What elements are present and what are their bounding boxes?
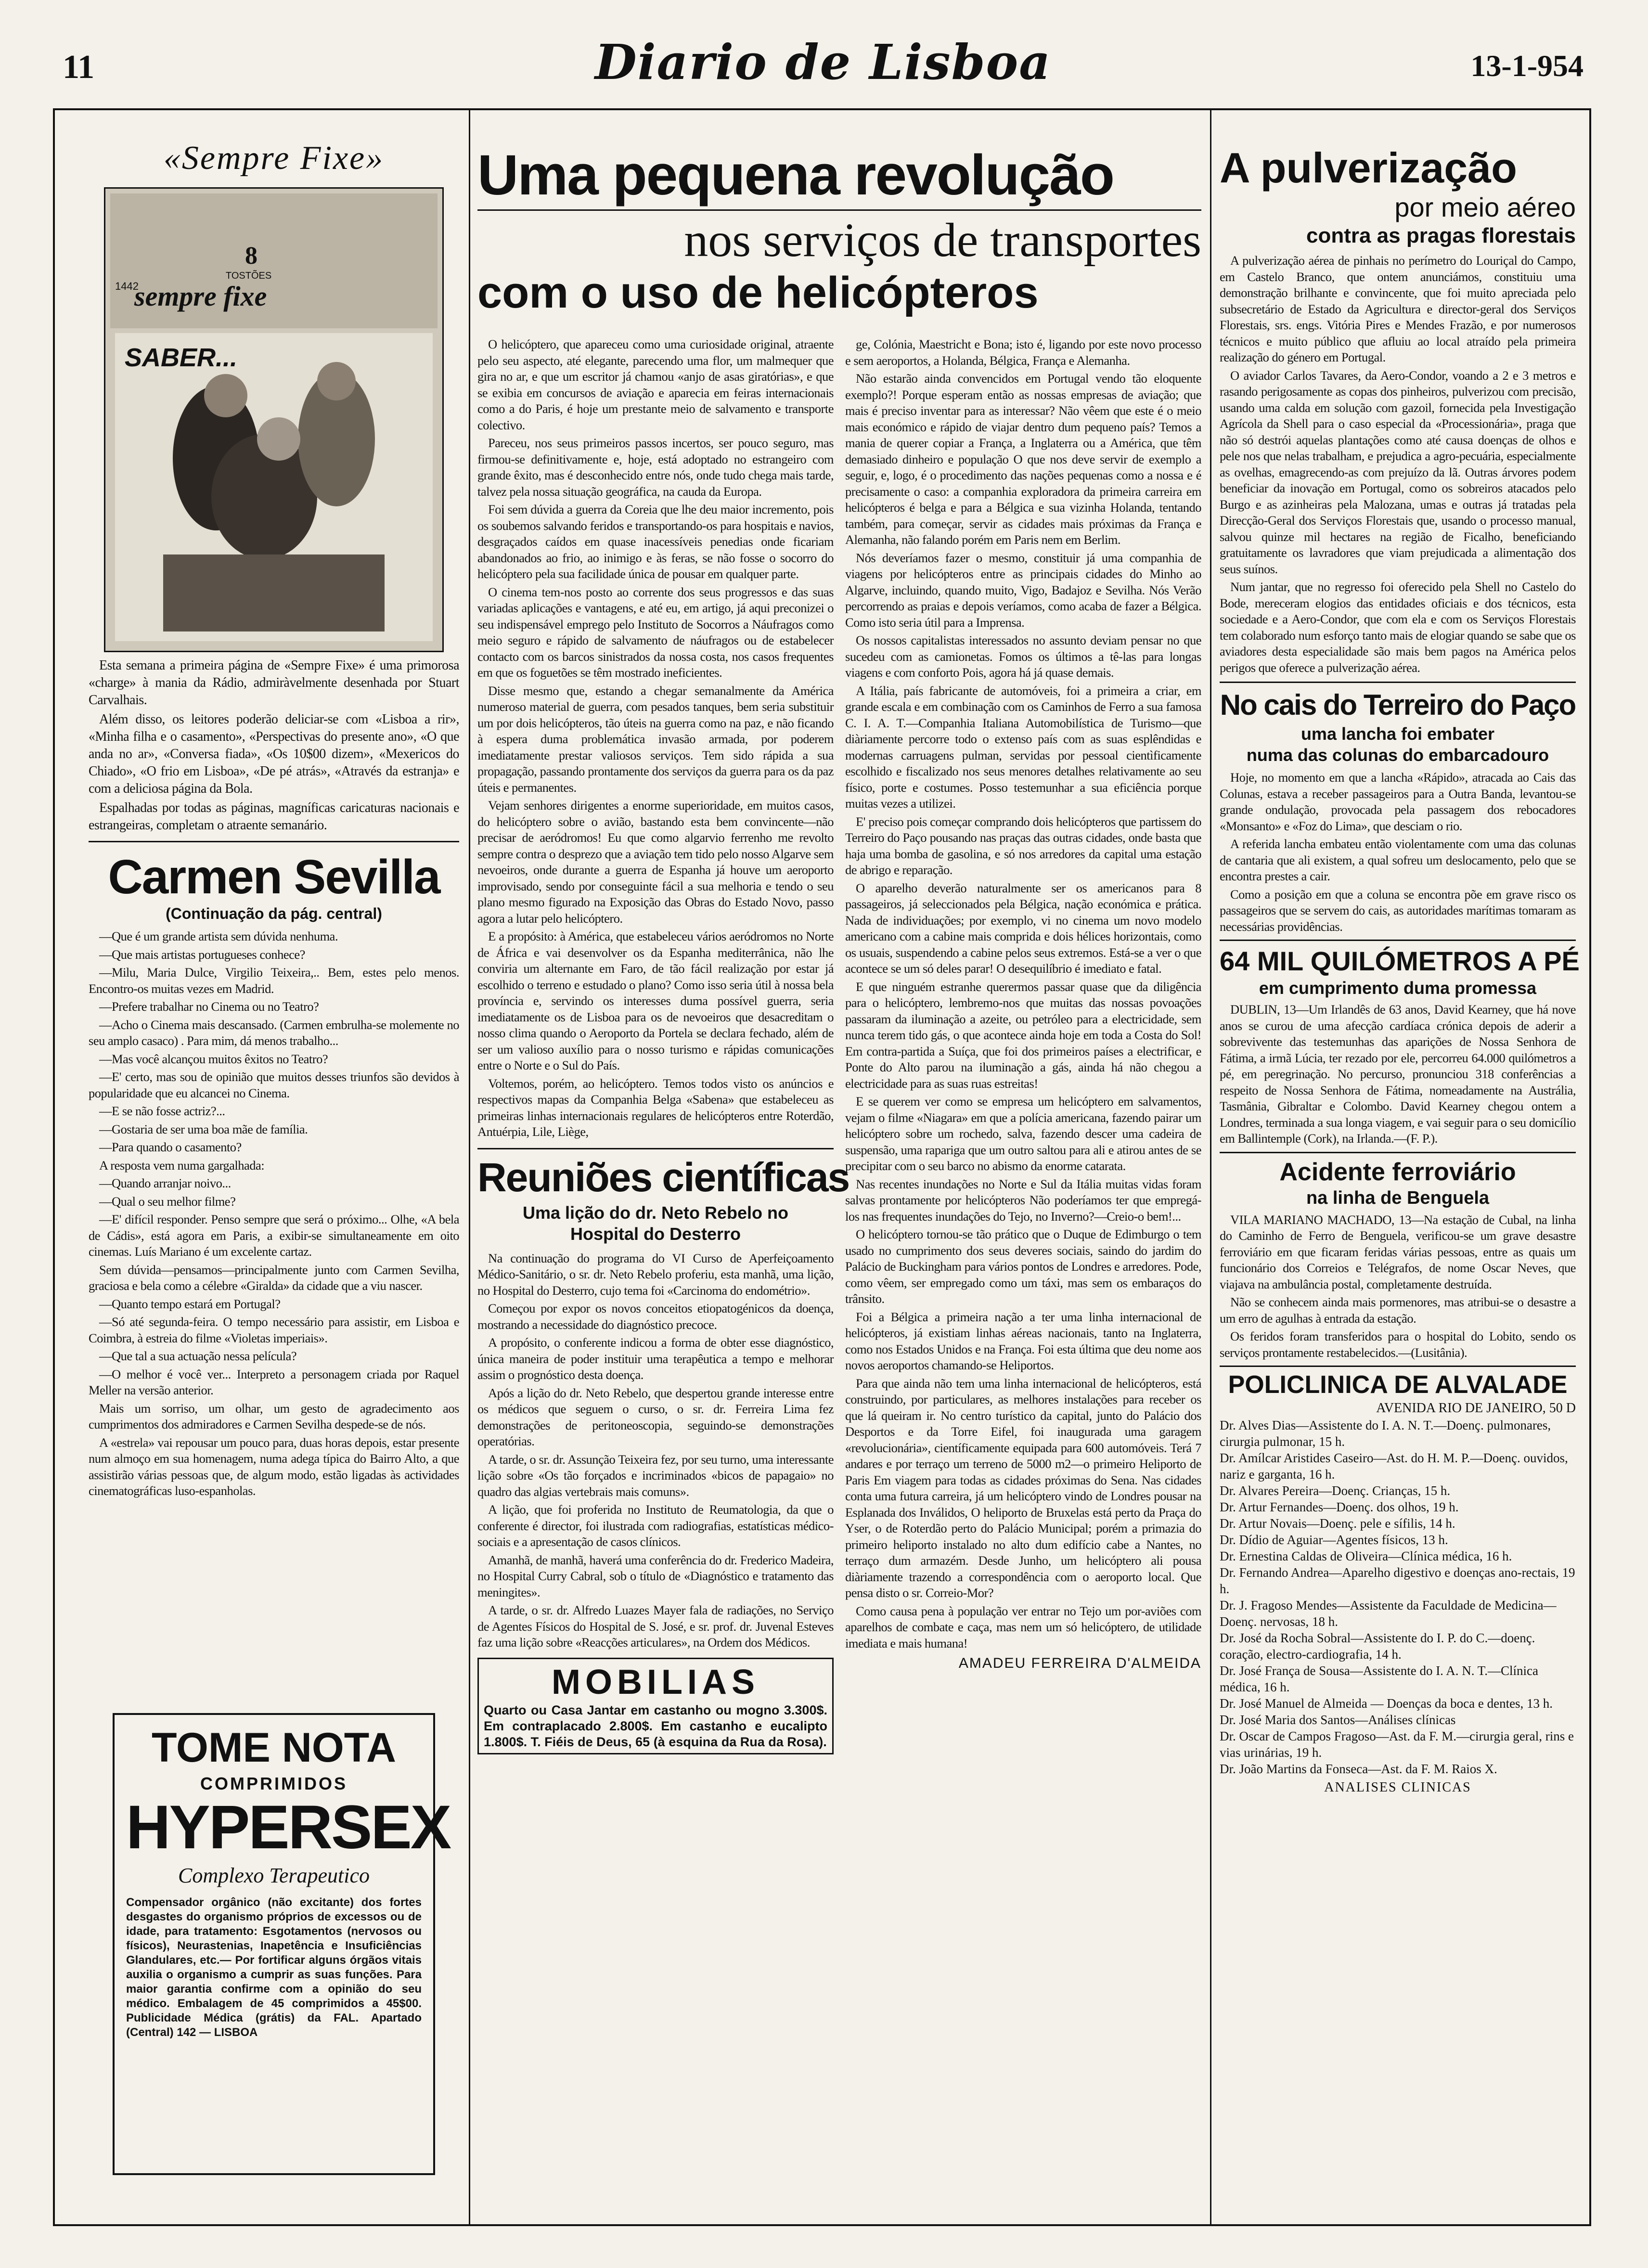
paragraph: Foi a Bélgica a primeira nação a ter uma linha internacional de helicópteros, já existiam linhas aéreas nacionais, tanto na Inglaterra, como nos Estados Unidos e na França. Foi esta última que deu nome aos novos aeroportos chamando-se Heliportos. (845, 1309, 1201, 1372)
paragraph: A propósito, o conferente indicou a forma de obter esse diagnóstico, única maneira de poder instituir uma terapêutica a tempo e melhorar assim o prognóstico desta doença. (477, 1335, 834, 1382)
doctor-listing: Dr. J. Fragoso Mendes—Assistente da Faculdade de Medicina—Doenç. nervosas, 18 h. (1220, 1598, 1557, 1629)
paragraph: VILA MARIANO MACHADO, 13—Na estação de Cubal, na linha do Caminho de Ferro de Benguela, verificou-se um grave desastre ferroviário em que ficaram feridas várias pessoas, entre as quais um funcionário dos Correios e Telégrafos, de nome Oscar Neves, que viajava na ambulância postal, completamente destruída. (1220, 1212, 1576, 1291)
paragraph: O cinema tem-nos posto ao corrente dos seus progressos e das suas variadas aplicações e vantagens, e até eu, em artigo, já aqui preconizei o seu indispensável emprego pelo Instituto de Socorros a Náufragos como meio seguro e rápido de salvamento de náufragos ou de estabelecer contacto com os barcos sinistrados da nossa costa, nos casos frequentes em que os foguetões se têm mostrado ineficientes. (477, 584, 834, 680)
paragraph: ge, Colónia, Maestricht e Bona; isto é, ligando por este novo processo e sem aeroportos, a Holanda, Bélgica, França e Alemanha. (845, 337, 1201, 368)
paragraph: Como causa pena à população ver entrar no Tejo um por-aviões com aparelhos de combate e caça, mas nem um só helicóptero, de utilidade imediata e mais humana! (845, 1603, 1201, 1650)
helicopter-column-2 (845, 336, 1201, 1672)
paragraph: —Quanto tempo estará em Portugal? (99, 1296, 281, 1311)
paragraph: O aviador Carlos Tavares, da Aero-Condor, voando a 2 e 3 metros e rasando perigosamente as copas dos pinheiros, pulverizou com precisão, usando uma calda em solução com gazoil, fornecida pela Investigação Agrícola da Shell para o caso especial da «Processionária», praga que não só destrói aquelas plantações como até causa doenças de olhos e pele nos que nelas trabalham, e prejudica a agro-pecuária, especialmente as ovelhas, emagrecendo-as com prejuízo da lã. Outras árvores podem beneficiar da inovação em Portugal, como os sobreiros atacados pelo Burgo e as azinheiras pela Malozana, umas e outras já tratadas pela Direcção-Geral dos Serviços Florestais que, usando o processo manual, salvou quinze mil hectares na região de Ficalho, beneficiando gratuitamente os lavradores que viam prejudicada a alimentação dos seus suínos. (1220, 368, 1576, 576)
paragraph: Vejam senhores dirigentes a enorme superioridade, em muitos casos, do helicóptero sobre o avião, bastando esta bem convincente—não precisar de aeródromos! Eu que como algarvio ferrenho me revolto sempre contra o desprezo que a aviação tem tido pelo nosso Algarve sem nevoeiros, onde durante a guerra de Espanha já houve um aeroporto improvisado, sendo por conseguinte fácil a sua melhoria e tendo o seu plano mesmo figurado na Exposição das Obras do Estado Novo, passo agora a lutar pelo helicóptero. (477, 798, 834, 926)
doctor-listing: Dr. Ernestina Caldas de Oliveira—Clínica médica, 16 h. (1220, 1549, 1512, 1563)
paragraph: —Prefere trabalhar no Cinema ou no Teatro? (99, 999, 319, 1014)
terreiro-heading: No cais do Terreiro do Paço (1220, 689, 1576, 721)
paragraph: A pulverização aérea de pinhais no perímetro do Louriçal do Campo, em Castelo Branco, que ontem anunciámos, constituiu uma demonstração brilhante e convincente, que foi muito apreciada pelo subsecretário de Estado da Agricultura e director-geral dos Serviços Florestais, srs. engs. Vitória Pires e Mendes Frazão, e por numerosos técnicos e muito público que afluiu ao local atraído pela primeira realização do género em Portugal. (1220, 253, 1576, 364)
hypersex-ad (113, 1713, 451, 2175)
doctor-listing: Dr. José Maria dos Santos—Análises clínicas (1220, 1713, 1456, 1727)
separator (477, 1148, 834, 1149)
paragraph: A Itália, país fabricante de automóveis, foi a primeira a criar, em grande escala e em combinação com os Caminhos de Ferro a sua famosa C. I. A. T.—Companhia Italiana Automobilística de Turismo—que diàriamente percorre todo o extenso país com as suas esplêndidas e modernas carruagens pulman, servidas por pessoal cientìficamente escolhido e fiscalizado nos seus menores detalhes relativamente ao seu físico, porte e costumes. Posso testemunhar a sua eficiência porque muitas vezes a utilizei. (845, 683, 1201, 811)
doctor-listing: Dr. Alvares Pereira—Doenç. Crianças, 15 h. (1220, 1483, 1451, 1498)
separator (1220, 1152, 1576, 1153)
paragraph: E a propósito: à América, que estabeleceu vários aeródromos no Norte de África e vai desenvolver os da Espanha mediterrânica, não lhe conviria um alternante em Faro, de tão fácil realização por estar já escolhido o terreno e estudado o plano? Como isso seria útil à nossa bela província e, servindo os interesses duma possível guerra, seria imediatamente os de Lisboa para os de nevoeiros que desacreditam o nosso clima quando o Aeroporto da Portela se declara fechado, além de ser um valioso auxílio para o nosso turismo e rápidas comunicações entre o Norte e o Sul do País. (477, 929, 834, 1072)
ad-brand: HYPERSEX (126, 1793, 451, 1862)
paragraph: Não se conhecem ainda mais pormenores, mas atribui-se o desastre a um erro de agulhas à entrada da estação. (1220, 1295, 1576, 1326)
cover-caption: SABER... (125, 343, 238, 372)
page-frame (53, 108, 1591, 2226)
paragraph: —Mas você alcançou muitos êxitos no Teatro? (99, 1051, 328, 1066)
doctor-listing: Dr. Amílcar Aristides Caseiro—Ast. do H. M. P.—Doenç. ouvidos, nariz e garganta, 16 h. (1220, 1451, 1568, 1482)
mobilias-text: Quarto ou Casa Jantar em castanho ou mogno 3.300$. Em contraplacado 2.800$. Em castanho e eucalipto 1.800$. T. Fiéis de Deus, 65 (à esquina da Rua da Rosa). (484, 1702, 827, 1749)
paragraph: Disse mesmo que, estando a chegar semanalmente da América numeroso material de guerra, com pesados tanques, bem seria substituir um por dois helicópteros, tão úteis na guerra como na paz, e não ficando à espera duma problemática invasão armada, por poderem imediatamente prestar valiosos serviços. Tem sido rápida a sua propagação, passando prontamente dos serviços da guerra para os da paz úteis e permanentes. (477, 683, 834, 795)
page-number: 11 (63, 49, 95, 86)
issue-date: 13-1-954 (1470, 49, 1584, 83)
paragraph: —Que tal a sua actuação nessa película? (99, 1349, 297, 1363)
newspaper-title: Diario de Lisboa (594, 34, 1052, 90)
paragraph: A lição, que foi proferida no Instituto de Reumatologia, da que o conferente é director, foi ilustrada com radiografias, estatísticas médico-sociais e a apresentação de casos clínicos. (477, 1502, 834, 1549)
reunioes-subheading: Uma lição do dr. Neto Rebelo no Hospital do Desterro (522, 1202, 789, 1244)
pulverizacao-heading: A pulverização (1220, 144, 1517, 192)
policlinica-heading: POLICLINICA DE ALVALADE (1228, 1371, 1568, 1399)
headline-tertiary: com o uso de helicópteros (477, 268, 1039, 317)
separator (1220, 940, 1576, 941)
doctor-listing: Dr. Artur Fernandes—Doenç. dos olhos, 19 h. (1220, 1500, 1459, 1514)
separator (1220, 682, 1576, 683)
paragraph: A tarde, o sr. dr. Alfredo Luazes Mayer fala de radiações, no Serviço de Agentes Físicos do Hospital de S. José, e sr. prof. dr. Juvenal Esteves faz uma lição sobre «Reacções articulares», na Ordem dos Médicos. (477, 1603, 834, 1649)
paragraph: Nas recentes inundações no Norte e Sul da Itália muitas vidas foram salvas prontamente por helicópteros Não poderíamos ter que empregá-los nas frequentes inundações do Tejo, no Inverno?—Creio-o bem!... (845, 1176, 1201, 1224)
paragraph: E' preciso pois começar comprando dois helicópteros que partissem do Terreiro do Paço pousando nas praças das outras cidades, onde basta que haja uma bomba de gasolina, e só nos arredores da capital uma estação de abrigo e reparação. (845, 814, 1201, 877)
paragraph: E se querem ver como se empresa um helicóptero em salvamentos, vejam o filme «Niagara» em que a polícia americana, fazendo pairar um helicóptero sobre um rochedo, salva, fazendo descer uma cadeira de suspensão, uma rapariga que um outro saltou para ali e atirou antes de se precipitar com o seu barco no abismo da enorme catarata. (845, 1094, 1201, 1173)
paragraph: —Para quando o casamento? (99, 1140, 242, 1154)
paragraph: —Quando arranjar noivo... (99, 1176, 231, 1190)
cover-issue: 1442 (115, 280, 139, 292)
doctor-listing: Dr. João Martins da Fonseca—Ast. da F. M. Raios X. (1220, 1762, 1497, 1776)
mobilias-ad (477, 1658, 834, 1754)
paragraph: Mais um sorriso, um olhar, um gesto de agradecimento aos cumprimentos dos admiradores e Carmen Sevilha despede-se de nós. (89, 1401, 459, 1431)
helicopter-column-1 (477, 336, 850, 1754)
sempre-fixe-heading: «Sempre Fixe» (163, 140, 385, 177)
paragraph: Pareceu, nos seus primeiros passos incertos, ser pouco seguro, mas firmou-se definitivamente e, hoje, está adoptado no estrangeiro com grande êxito, mas é desconhecido entre nós, onde tudo chega mais tarde, talvez pela nossa situação geográfica, na cauda da Europa. (477, 436, 834, 499)
masthead (53, 34, 1593, 91)
doctor-listing: Dr. Fernando Andrea—Aparelho digestivo e doenças ano-rectais, 19 h. (1220, 1565, 1575, 1596)
paragraph: Espalhadas por todas as páginas, magníficas caricaturas nacionais e estrangeiras, completam o atraente semanário. (89, 800, 459, 833)
column-divider (1210, 110, 1211, 2224)
paragraph: O aparelho deverão naturalmente ser os americanos para 8 passageiros, já seleccionados pela Bélgica, nação económica e prática. Nada de individuações; por exemplo, vi no cinema um novo modelo americano com a cabine mais comprida e dois hélices horizontais, como os usuais, suspendendo a cabine pelos seus extremos. Está-se a ver o que acontece se um só deles parar! O desequilíbrio é imediato e fatal. (845, 880, 1201, 976)
paragraph: —E se não fosse actriz?... (99, 1104, 225, 1118)
paragraph: O helicóptero, que apareceu como uma curiosidade original, atraente pelo seu aspecto, até elegante, parecendo uma flor, um malmequer que gira no ar, e que um escritor já chamou «anjo de asas giratórias», e que se exibia em concursos de aviação e aparecia em feiras internacionais como a do Paris, é hoje um prestante meio de salvamento e transporte colectivo. (477, 337, 834, 432)
paragraph: Voltemos, porém, ao helicóptero. Temos todos visto os anúncios e respectivos mapas da Companhia Belga «Sabena» que estabeleceu as primeiras linhas internacionais regulares de helicópteros entre Roterdão, Antuérpia, Lile, Liège, (477, 1076, 834, 1139)
paragraph: Sem dúvida—pensamos—principalmente junto com Carmen Sevilha, graciosa e bela como a célebre «Giralda» da cidade que a viu nascer. (89, 1262, 459, 1293)
paragraph: Não estarão ainda convencidos em Portugal vendo tão eloquente exemplo?! Porque esperam então as nossas empresas de aviação; que mais é preciso inventar para as interessar? Não vêem que este é o meio mais económico e rápido de viajar dentro dum pequeno país? Temos a mania de querer copiar a França, a Inglaterra ou a América, que têm demasiado dinheiro e população O que nos deve servir de exemplo a seguir, e, logo, é o procedimento das nações pequenas como a nossa e é precisamente o caso: a companhia exploradora da primeira carreira em helicópteros é belga e para a Bélgica e sua vizinha Holanda, tentando também, para começar, servir as cidades mais próximas da França e Alemanha, não falando porém em Paris nem em Berlim. (845, 371, 1201, 547)
paragraph: —Acho o Cinema mais descansado. (Carmen embrulha-se molemente no seu amplo casaco) . Para mim, dá menos trabalho... (89, 1017, 459, 1048)
reunioes-heading: Reuniões científicas (477, 1154, 850, 1200)
paragraph: —Só até segunda-feira. O tempo necessário para assistir, em Lisboa e Coimbra, à estreia do filme «Violetas imperiais». (89, 1314, 459, 1345)
carmen-subheading: (Continuação da pág. central) (166, 905, 382, 922)
paragraph: DUBLIN, 13—Um Irlandês de 63 anos, David Kearney, que há nove anos se curou de uma afecção cardíaca crónica depois de aderir a sobrevivente das testemunhas das aparições de Nossa Senhora de Fátima, a irmã Lúcia, ter rezado por ele, percorreu 64.000 quilómetros a pé, em peregrinação. No percurso, pronunciou 318 conferências a respeito de Nossa Senhora de Fátima, nomeadamente na Austrália, Tasmânia, Gibraltar e Colombo. David Kearney chegou ontem a Londres, terminada a sua longa viagem, e vai seguir para o seu domicílio em Ballintemple (Cork), na Irlanda.—(F. P.). (1220, 1002, 1576, 1146)
carmen-heading: Carmen Sevilla (108, 850, 440, 904)
terreiro-sub2: numa das colunas do embarcadouro (1246, 745, 1549, 765)
carmen-body (89, 928, 459, 1499)
sempre-fixe-cover (104, 187, 444, 652)
acidente-heading: Acidente ferroviário (1279, 1158, 1516, 1186)
separator (477, 209, 1201, 211)
doctor-listing: Dr. Alves Dias—Assistente do I. A. N. T.—Doenç. pulmonares, cirurgia pulmonar, 15 h. (1220, 1418, 1551, 1449)
paragraph: —Que mais artistas portugueses conhece? (99, 947, 305, 962)
paragraph: Na continuação do programa do VI Curso de Aperfeiçoamento Médico-Sanitário, o sr. dr. Neto Rebelo proferiu, esta manhã, uma lição, no Hospital do Desterro, cujo tema foi «Carcinoma do endométrio». (477, 1250, 834, 1298)
paragraph: Como a posição em que a coluna se encontra põe em grave risco os passageiros que se servem do cais, as autoridades marítimas tomaram as necessárias providências. (1220, 887, 1576, 934)
doctor-listing: Dr. José França de Sousa—Assistente do I. A. N. T.—Clínica médica, 16 h. (1220, 1663, 1538, 1694)
cover-illustration (105, 189, 442, 651)
ad-body: Compensador orgânico (não excitante) dos fortes desgastes do organismo próprios de excessos ou de idade, para tratamento: Esgotamentos (nervosos ou físicos), Neurastenias, Inapetência e Insuficiências Glandulares, etc.— Por fortificar alguns órgãos vitais auxilia o organismo a cumprir as suas funções. Para maior garantia confirme com a opinião do seu médico. Embalagem de 45 comprimidos a 45$00. Publicidade Médica (grátis) da FAL. Apartado (Central) 142 — LISBOA (126, 1896, 422, 2039)
doctor-listing: Dr. José da Rocha Sobral—Assistente do I. P. do C.—doenç. coração, electro-cardiografia, 14 h. (1220, 1631, 1535, 1662)
paragraph: —Qual o seu melhor filme? (99, 1194, 236, 1209)
paragraph: Para que ainda não tem uma linha internacional de helicópteros, está construindo, por particulares, as melhores instalações para receber os que lá queiram ir. No centro turístico da capital, junto do Palácio dos Desportos e da Torre Eifel, foi inaugurada uma garagem «revolucionária», científicamente equipada para 600 automóveis. Terá 7 andares e por terraço um terreno de 5000 m2—o primeiro Heliporto de Paris Em viagem para todas as cidades próximas do Sena. Nas cidades conta uma futura carreira, já um helicóptero vindo de Londres pousar na Esplanada dos Inválidos, O heliporto de Bruxelas está perto da Praça do Yser, o de Roterdão perto do Palácio Municipal; porém a primazia do primeiro heliporto instalado no alto dum edifício cabe a Nantes, no terraço dum armazém. Desde Junho, um helicóptero ali pousa diàriamente trazendo a correspondência com o aeroporto local. Que pensa disto o sr. Correio-Mor? (845, 1376, 1201, 1600)
helicopter-headline-block (477, 144, 1201, 319)
paragraph: Esta semana a primeira página de «Sempre Fixe» é uma primorosa «charge» à mania da Rádio, admiràvelmente desenhada por Stuart Carvalhais. (89, 658, 459, 708)
left-column (89, 139, 459, 1501)
acidente-sub: na linha de Benguela (1306, 1187, 1490, 1208)
paragraph: Foi sem dúvida a guerra da Coreia que lhe deu maior incremento, pois os soubemos salvando feridos e transportando-os para hospitais e navios, desgraçados caídos em quase inacessíveis penedias onde ficariam abandonados ao frio, ao inimigo e às feras, se não fosse o socorro do helicóptero pela sua facilidade única de pousar em qualquer parte. (477, 502, 834, 581)
quilometros-sub: em cumprimento duma promessa (1259, 978, 1537, 998)
paragraph: —E' difícil responder. Penso sempre que será o próximo... Olhe, «A bela de Cádis», está agora em Paris, a exibir-se simultaneamente em oito cinemas. Luís Mariano é um excelente cartaz. (89, 1212, 459, 1259)
separator (89, 841, 459, 842)
separator (1220, 1366, 1576, 1367)
paragraph: —O melhor é você ver... Interpreto a personagem criada por Raquel Meller na versão anterior. (89, 1366, 459, 1397)
column-divider (469, 110, 470, 2224)
policlinica-address: AVENIDA RIO DE JANEIRO, 50 D (1376, 1401, 1576, 1416)
paragraph: O helicóptero tornou-se tão prático que o Duque de Edimburgo o tem usado no cumprimento dos seus deveres sociais, saindo do jardim do Palácio de Buckingham para vários pontos de Londres e arredores. Pode, como vêem, ser empregado como um táxi, mas sem os embaraços do trânsito. (845, 1227, 1201, 1306)
pulverizacao-sub1: por meio aéreo (1394, 192, 1576, 222)
paragraph: A tarde, o sr. dr. Assunção Teixeira fez, por seu turno, uma interessante lição sobre «Os tão forçados e incriminados «bicos de papagaio» no quadro das algias vertebrais mais comuns». (477, 1452, 834, 1499)
paragraph: —E' certo, mas sou de opinião que muitos desses triunfos são devidos à popularidade que eu alcancei no Cinema. (89, 1070, 459, 1100)
paragraph: E que ninguém estranhe querermos passar quase que da diligência para o helicóptero, lembremo-nos que muitas das nossas povoações passaram da iluminação a azeite, ou petróleo para a electricidade, sem nunca terem tido gás, o que acontece ainda hoje em toda a Costa do Sol! Em contra-partida a Suíça, que foi dos primeiros países a electrificar, e Ponte do Alto parou na iluminação a gás, ainda há não chegou a electricidade para as suas ruas estreitas! (845, 979, 1201, 1091)
paragraph: —Gostaria de ser uma boa mãe de família. (99, 1121, 308, 1136)
doctor-listing: Dr. José Manuel de Almeida — Doenças da boca e dentes, 13 h. (1220, 1696, 1553, 1711)
paragraph: A resposta vem numa gargalhada: (99, 1158, 265, 1173)
cover-brand: sempre fixe (134, 281, 267, 312)
article-signature: AMADEU FERREIRA D'ALMEIDA (958, 1655, 1201, 1671)
paragraph: Após a lição do dr. Neto Rebelo, que despertou grande interesse entre os médicos que seguem o curso, o sr. dr. Ferreira Lima fez demonstrações de peritoneoscopia, seguindo-se demonstrações operatórias. (477, 1385, 834, 1448)
paragraph: Num jantar, que no regresso foi oferecido pela Shell no Castelo do Bode, mereceram elogios das entidades oficiais e dos técnicos, esta sociedade e a Aero-Condor, que com ela e com os Serviços Florestais tem colaborado num esforço tanto mais de elogiar quando se sabe que os aviadores desta especialidade são mais bem pagos na América pelos perigos que oferece a pulverização aérea. (1220, 580, 1576, 675)
paragraph: Começou por expor os novos conceitos etiopatogénicos da doença, mostrando a necessidade do diagnóstico precoce. (477, 1301, 834, 1332)
doctor-listing: Dr. Oscar de Campos Fragoso—Ast. da F. M.—cirurgia geral, rins e vias urinárias, 19 h. (1220, 1729, 1574, 1760)
mobilias-heading: MOBILIAS (552, 1662, 760, 1701)
headline-main: Uma pequena revolução (477, 143, 1114, 207)
paragraph: —Que é um grande artista sem dúvida nenhuma. (99, 929, 338, 943)
right-column (1220, 144, 1580, 1795)
cover-price: 8 (245, 242, 258, 270)
paragraph: Além disso, os leitores poderão deliciar-se com «Lisboa a rir», «Minha filha e o casamento», «Perspectivas do presente ano», «O que anda no ar», «Conversa fiada», «Os 10$00 dizem», «Mexericos do Chiado», «O frio em Lisboa», «De pé atrás», «Através da estranja» e com a deliciosa página da Bola. (89, 712, 459, 796)
paragraph: Hoje, no momento em que a lancha «Rápido», atracada ao Cais das Colunas, estava a receber passageiros para a Outra Banda, levantou-se grande ondulação, provocada pela passagem dos rebocadores «Monsanto» e «Foz do Lima», que desciam o rio. (1220, 770, 1576, 833)
doctor-listing: Dr. Artur Novais—Doenç. pele e sífilis, 14 h. (1220, 1516, 1455, 1531)
doctor-listing: Dr. Dídio de Aguiar—Agentes físicos, 13 h. (1220, 1533, 1448, 1547)
quilometros-heading: 64 MIL QUILÓMETROS A PÉ (1220, 946, 1580, 976)
ad-line2: COMPRIMIDOS (200, 1774, 348, 1793)
policlinica-footer: ANALISES CLINICAS (1324, 1780, 1471, 1795)
paragraph: Os nossos capitalistas interessados no assunto deviam pensar no que sucedeu com as camionetas. Fomos os últimos a tê-las para longas viagens e com conforto Pois, agora há já quase demais. (845, 633, 1201, 680)
cover-currency: TOSTÕES (226, 271, 272, 281)
paragraph: Os feridos foram transferidos para o hospital do Lobito, sendo os serviços prontamente restabelecidos.—(Lusitânia). (1220, 1329, 1576, 1360)
pulverizacao-sub2: contra as pragas florestais (1306, 224, 1576, 247)
terreiro-sub1: uma lancha foi embater (1300, 724, 1495, 744)
headline-secondary: nos serviços de transportes (684, 213, 1201, 267)
paragraph: —Milu, Maria Dulce, Virgilio Teixeira,.. Bem, estes pelo menos. Encontro-os muitas vezes em Madrid. (89, 965, 459, 996)
paragraph: Amanhã, de manhã, haverá uma conferência do dr. Frederico Madeira, no Hospital Curry Cabral, sob o título de «Diagnóstico e tratamento das meningites». (477, 1552, 834, 1599)
paragraph: A «estrela» vai repousar um pouco para, duas horas depois, estar presente num almoço em sua homenagem, numa adega típica do Bairro Alto, a que assistirão várias pessoas que, de algum modo, estão ligadas às actividades cinematográficas luso-espanholas. (89, 1435, 459, 1498)
paragraph: A referida lancha embateu então violentamente com uma das colunas de cantaria que ali existem, a qual sofreu um deslocamento, pelo que se encontra prestes a cair. (1220, 837, 1576, 883)
paragraph: Nós deveríamos fazer o mesmo, constituir já uma companhia de viagens por helicópteros entre as principais cidades do Minho ao Algarve, incluindo, quando muito, Vigo, Badajoz e Sevilha. Nós Verão percorrendo as praias e depois veríamos, como acaba de fazer a Bélgica. Como isto seria útil para a Imprensa. (845, 550, 1201, 630)
ad-line1: TOME NOTA (151, 1725, 397, 1771)
ad-tagline: Complexo Terapeutico (178, 1864, 370, 1887)
